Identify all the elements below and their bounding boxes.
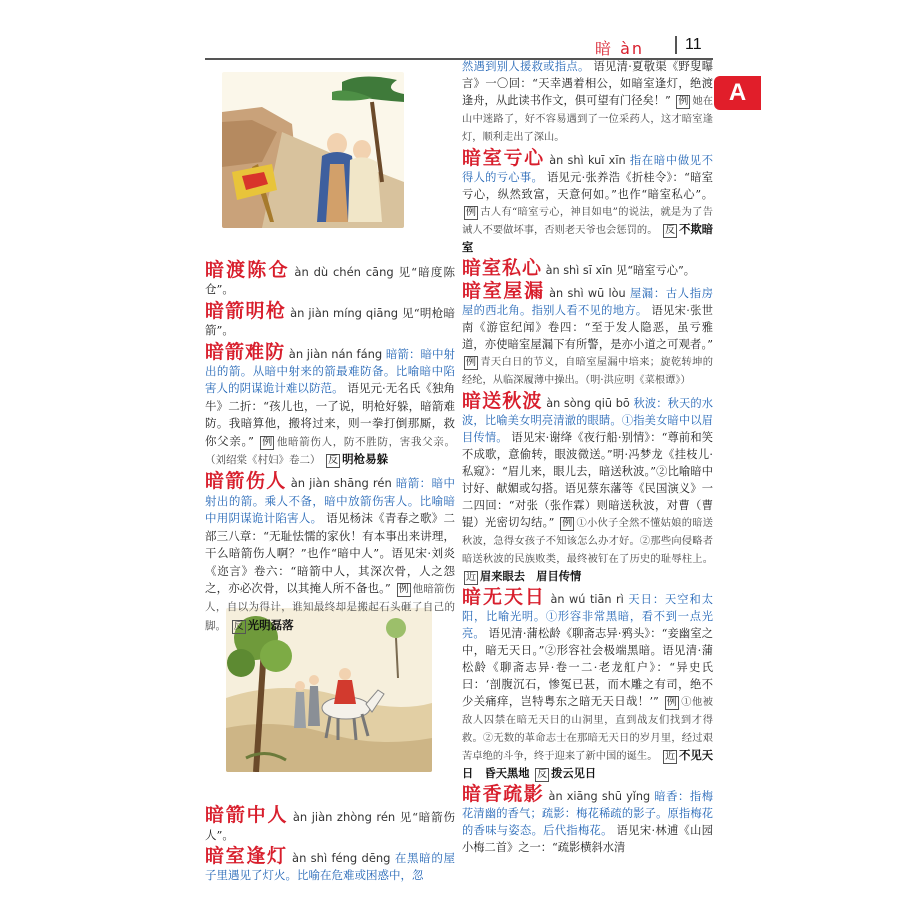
entry-pinyin: àn jiàn zhòng rén	[292, 810, 396, 825]
dictionary-entry-continued	[462, 58, 713, 146]
entry-pinyin: àn jiàn míng qiāng	[290, 305, 399, 320]
entry-text: 语见宋·谢绛《夜行船·别情》：“尊前和笑不成歌，意偷转，眼波微送。”明·冯梦龙《挂枝儿·私窥》：“眉儿来，眼儿去，暗送秋波。”②比喻暗中讨好、献媚或勾搭。语见蔡东藩等《民国演义》一二四回：“对张（张作霖）则暗送秋波，对曹（曹锟）光密切勾结。”	[462, 431, 714, 529]
entry-definition: 指在暗中做见不得人的亏心事。	[462, 154, 714, 184]
dictionary-entry	[462, 280, 713, 389]
example-label: 例	[562, 518, 573, 529]
left-column	[205, 259, 456, 889]
entry-headword: 暗渡陈仓	[205, 259, 290, 281]
dictionary-entry	[462, 586, 713, 782]
entry-related: 不欺暗室	[462, 223, 713, 254]
entry-related: 不见天日 昏天黑地	[462, 749, 713, 780]
entry-headword: 暗箭难防	[205, 340, 286, 363]
right-column	[462, 58, 713, 860]
dictionary-entry	[205, 299, 455, 340]
running-header	[205, 34, 713, 60]
entry-example: 他暗箭伤人，防不胜防，害我父亲。（刘绍棠《村妇》卷二）	[205, 435, 456, 467]
scholars-on-mountain-illustration	[222, 72, 404, 228]
entry-definition: 暗箭：暗中射出的箭。从暗中射来的箭最难防备。比喻暗中陷害人的阴谋诡计难以防范。	[205, 346, 456, 396]
entry-related: 光明磊落	[247, 617, 294, 632]
dictionary-entry	[462, 390, 714, 585]
entry-headword: 暗无天日	[462, 586, 546, 608]
related-label: 反	[537, 769, 548, 780]
dictionary-entry	[462, 147, 714, 256]
related-label: 近	[665, 751, 676, 762]
illustration-spacer	[205, 639, 455, 807]
entry-pinyin: àn shì kuī xīn	[549, 154, 626, 167]
entry-definition: 然遇到别人援救或指点。	[462, 60, 590, 73]
entry-definition: 暗箭：暗中射出的箭。乘人不备，暗中放箭伤害人。比喻暗中用阴谋诡计陷害人。	[205, 476, 455, 526]
header-title: 暗 àn	[595, 39, 645, 58]
entry-example: ①他被敌人囚禁在暗无天日的山洞里，直到战友们找到才得救。②无数的革命志士在那暗无天日的岁月里，经过艰苦卓绝的斗争，终于迎来了新中国的诞生。	[462, 696, 713, 762]
entry-pinyin: àn wú tiān rì	[550, 593, 624, 606]
entry-text: 语见杨沫《青春之歌》二部三八章：“无耻怯懦的家伙！有本事出来讲理，干么暗箭伤人啊？”也作“暗中人”。语见宋·刘炎《迩言》卷六：“暗箭中人，其深次骨，人之怨之，亦必次骨，以其掩人所不备也。”	[205, 511, 456, 595]
entry-definition: 秋波：秋天的水波，比喻美女明亮清澈的眼睛。①指美女暗中以眉目传情。	[462, 397, 713, 444]
entry-text: 见“明枪暗箭”。	[205, 305, 455, 338]
entry-text: 语见宋·张世南《游宦纪闻》卷四：“至于发人隐恶，虽亏雅道，亦使暗室屋漏下有所警，是亦小道之可观者。”	[462, 304, 713, 351]
entry-headword: 暗箭伤人	[205, 470, 287, 493]
example-label: 例	[262, 436, 273, 448]
entry-text: 语见元·张养浩《折桂令》：“暗室亏心，纵然致富，天意何如。”也作“暗室私心”。	[462, 171, 714, 201]
entry-pinyin: àn xiāng shū yǐng	[548, 790, 651, 803]
dictionary-entry	[205, 470, 456, 635]
entry-example: 古人有“暗室亏心，神目如电”的说法，就是为了告诫人不要做坏事，否则老天爷也会惩罚的。	[462, 206, 713, 236]
related-label: 反	[328, 455, 339, 467]
related-label: 反	[233, 620, 244, 632]
entry-headword: 暗室私心	[462, 257, 543, 279]
dictionary-entry	[462, 257, 713, 279]
entry-text: 语见宋·林逋《山园小梅二首》之一：“疏影横斜水清	[462, 824, 713, 854]
related-label: 反	[665, 225, 676, 236]
entry-text: 见“暗室亏心”。	[615, 264, 695, 277]
entry-definition: 在黑暗的屋子里遇见了灯火。比喻在危难或困惑中，忽	[205, 850, 455, 883]
entry-related: 眉来眼去 眉目传情	[480, 570, 582, 583]
entry-pinyin: àn jiàn shāng rén	[290, 476, 392, 491]
related-label: 近	[466, 572, 476, 583]
dictionary-entry	[205, 259, 455, 299]
dictionary-entry	[205, 844, 455, 885]
entry-headword: 暗送秋波	[462, 390, 543, 412]
entry-definition: 暗香：指梅花清幽的香气；疏影：梅花稀疏的影子。原指梅花的香味与姿态。后代指梅花。	[462, 790, 713, 837]
entry-text: 见“暗度陈仓”。	[205, 265, 455, 297]
illustration-1-svg	[222, 72, 404, 228]
entry-pinyin: àn jiàn nán fáng	[288, 346, 383, 361]
dictionary-entry	[205, 340, 456, 470]
example-label: 例	[466, 357, 476, 368]
entry-example: 青天白日的节义，自暗室屋漏中培来；旋乾转坤的经纶，从临深履薄中操出。（明·洪应明《菜根谭》）	[462, 356, 713, 386]
entry-pinyin: àn shì sī xīn	[545, 264, 613, 277]
entry-pinyin: àn shì wū lòu	[549, 287, 626, 300]
entry-example: 她在山中迷路了，好不容易遇到了一位采药人，这才暗室逢灯，顺利走出了深山。	[462, 95, 713, 143]
entry-definition: 天日：天空和太阳，比喻光明。①形容非常黑暗，看不到一点光亮。	[462, 593, 713, 640]
example-label: 例	[666, 697, 677, 708]
entry-example: 他暗箭伤人，自以为得计，谁知最终却是搬起石头砸了自己的脚。	[205, 582, 455, 632]
example-label: 例	[398, 583, 409, 595]
page-number: 11	[675, 36, 702, 54]
entry-headword: 暗室屋漏	[462, 280, 545, 302]
entry-headword: 暗箭中人	[205, 804, 289, 827]
entry-headword: 暗香疏影	[462, 783, 545, 805]
entry-example: ①小伙子全然不懂姑娘的暗送秋波，急得女孩子不知该怎么办才好。②那些向侵略者暗送秋波的民族败类，最终被钉在了历史的耻辱柱上。	[462, 517, 713, 565]
entry-text: 语见元·无名氏《独角牛》二折：“孩儿也，一了说，明枪好躲，暗箭难防。我暗算他，搬将过来，则一拳打倒那厮，救你父亲。”	[205, 381, 456, 448]
example-label: 例	[678, 96, 689, 107]
entry-headword: 暗箭明枪	[205, 299, 287, 322]
entry-text: 语见清·夏敬渠《野叟曝言》一〇回：“天幸遇着相公，如暗室逢灯，绝渡逢舟，从此读书作文，俱可望有门径矣！”	[462, 60, 713, 107]
entry-related: 明枪易躲	[342, 452, 389, 467]
section-tab: A	[714, 76, 761, 110]
entry-pinyin: àn shì féng dēng	[292, 850, 391, 865]
entry-related: 拨云见日	[551, 767, 597, 780]
dictionary-entry	[462, 783, 713, 856]
example-label: 例	[466, 207, 476, 218]
dictionary-entry	[205, 804, 455, 844]
entry-text: 语见清·蒲松龄《聊斋志异·鸦头》：“妾幽室之中，暗无天日。”②形容社会极端黑暗。语见清·蒲松龄《聊斋志异·卷一二·老龙舡户》：“异史氏曰：‘剖腹沉石，惨冤已甚，而木雕之有司，绝不少关痛痒，岂特粤东之暗无天日哉！’”	[462, 627, 713, 708]
entry-pinyin: àn dù chén cāng	[294, 265, 394, 279]
entry-headword: 暗室亏心	[462, 147, 545, 169]
entry-definition: 屋漏：古人指房屋的西北角。指别人看不见的地方。	[462, 287, 713, 317]
entry-headword: 暗室逢灯	[205, 844, 288, 867]
entry-text: 见“暗箭伤人”。	[205, 810, 455, 842]
entry-pinyin: àn sòng qiū bō	[546, 397, 630, 410]
